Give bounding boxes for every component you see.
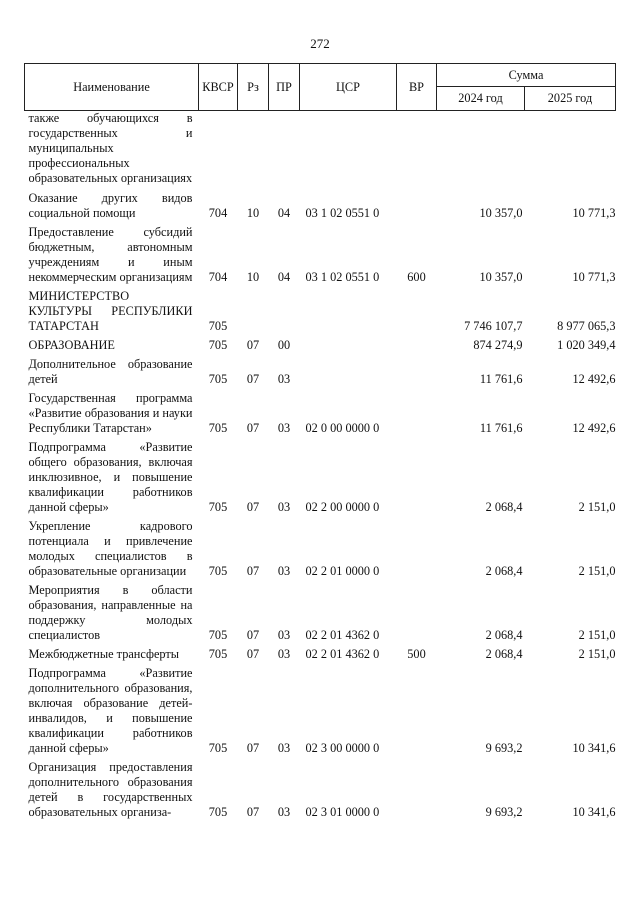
table-row — [25, 334, 616, 353]
row-rz-cell: 07 — [246, 647, 260, 661]
row-name-cell: Предоставление субсидий бюджетным, автономным учреждениям и иным некоммерческим организациям — [28, 225, 193, 284]
row-pr-cell: 03 — [277, 500, 291, 514]
row-csr-cell — [300, 334, 397, 353]
header-rz: Рз — [238, 64, 269, 111]
row-2024-cell: 2 068,4 — [485, 647, 523, 661]
row-2025-cell: 12 492,6 — [572, 421, 616, 435]
row-vr-cell — [397, 334, 437, 353]
row-pr-cell: 03 — [277, 647, 291, 661]
row-2025-cell: 1 020 349,4 — [557, 338, 616, 352]
row-kvsr-cell: 705 — [208, 338, 228, 352]
table-row — [25, 111, 616, 188]
row-name-cell: Подпрограмма «Развитие дополнительного образования, включая образование детей-инвалидов, и повышение квалификации работников данной сферы» — [28, 666, 193, 755]
row-csr-cell: 02 2 00 0000 0 — [305, 500, 380, 514]
row-2024-cell: 10 357,0 — [479, 270, 523, 284]
row-vr-cell — [397, 353, 437, 387]
row-rz-cell: 10 — [246, 270, 260, 284]
header-vr: ВР — [397, 64, 437, 111]
row-csr-cell: 02 2 01 0000 0 — [305, 564, 380, 578]
row-pr-cell: 03 — [277, 805, 291, 819]
row-csr-cell: 02 3 01 0000 0 — [305, 805, 380, 819]
row-csr-cell: 02 0 00 0000 0 — [305, 421, 380, 435]
row-pr-cell — [269, 111, 300, 188]
row-rz-cell — [238, 111, 269, 188]
table-row — [25, 515, 616, 579]
row-name-cell: Организация предоставления дополнительного образования детей в государственных образовательных организа- — [28, 760, 193, 819]
table-body — [25, 111, 616, 821]
row-kvsr-cell: 705 — [208, 319, 228, 333]
row-kvsr-cell: 705 — [208, 647, 228, 661]
table-row — [25, 643, 616, 662]
row-rz-cell: 07 — [246, 338, 260, 352]
header-year-2024: 2024 год — [437, 87, 525, 111]
row-rz-cell: 07 — [246, 628, 260, 642]
row-name-cell: Дополнительное образование детей — [28, 357, 193, 386]
row-name-cell: Оказание других видов социальной помощи — [28, 191, 193, 220]
row-2024-cell: 9 693,2 — [485, 805, 523, 819]
row-vr-cell — [397, 111, 437, 188]
row-vr-cell — [397, 285, 437, 334]
table-row — [25, 387, 616, 436]
table-row — [25, 579, 616, 643]
row-pr-cell: 03 — [277, 564, 291, 578]
row-pr-cell — [269, 285, 300, 334]
row-rz-cell: 07 — [246, 421, 260, 435]
row-csr-cell — [300, 111, 397, 188]
row-2025-cell: 12 492,6 — [572, 372, 616, 386]
row-pr-cell: 03 — [277, 372, 291, 386]
row-kvsr-cell: 704 — [208, 270, 228, 284]
table-header — [25, 64, 616, 111]
row-kvsr-cell: 705 — [208, 421, 228, 435]
row-name-cell: Межбюджетные трансферты — [28, 647, 180, 661]
row-kvsr-cell: 705 — [208, 564, 228, 578]
row-2024-cell: 2 068,4 — [485, 500, 523, 514]
row-pr-cell: 04 — [277, 206, 291, 220]
row-2025-cell: 2 151,0 — [578, 647, 616, 661]
row-kvsr-cell: 705 — [208, 628, 228, 642]
row-2024-cell — [437, 111, 525, 188]
row-pr-cell: 00 — [277, 338, 291, 352]
row-vr-cell: 500 — [407, 647, 426, 661]
row-csr-cell — [300, 353, 397, 387]
row-kvsr-cell: 705 — [208, 372, 228, 386]
table-row — [25, 436, 616, 515]
row-name-cell: также обучающихся в государственных и муниципальных профессиональных образовательных организациях — [28, 111, 193, 185]
row-rz-cell: 07 — [246, 741, 260, 755]
row-pr-cell: 03 — [277, 741, 291, 755]
row-csr-cell: 02 2 01 4362 0 — [305, 628, 380, 642]
row-kvsr-cell: 705 — [208, 741, 228, 755]
row-2024-cell: 11 761,6 — [479, 372, 523, 386]
row-vr-cell — [397, 187, 437, 221]
row-csr-cell: 03 1 02 0551 0 — [305, 270, 380, 284]
row-vr-cell — [397, 662, 437, 756]
row-vr-cell — [397, 515, 437, 579]
row-rz-cell: 07 — [246, 500, 260, 514]
row-name-cell: Мероприятия в области образования, направленные на поддержку молодых специалистов — [28, 583, 193, 642]
row-pr-cell: 03 — [277, 421, 291, 435]
header-pr: ПР — [269, 64, 300, 111]
row-2025-cell: 10 341,6 — [572, 741, 616, 755]
budget-table — [24, 63, 616, 820]
row-2024-cell: 2 068,4 — [485, 564, 523, 578]
row-csr-cell — [300, 285, 397, 334]
row-2025-cell — [525, 111, 616, 188]
table-row — [25, 221, 616, 285]
row-name-cell: Укрепление кадрового потенциала и привлечение молодых специалистов в образовательные организации — [28, 519, 193, 578]
row-2024-cell: 874 274,9 — [473, 338, 523, 352]
row-2025-cell: 2 151,0 — [578, 628, 616, 642]
row-pr-cell: 04 — [277, 270, 291, 284]
row-kvsr-cell: 705 — [208, 500, 228, 514]
row-vr-cell — [397, 387, 437, 436]
row-rz-cell: 07 — [246, 564, 260, 578]
table-row — [25, 353, 616, 387]
row-2024-cell: 2 068,4 — [485, 628, 523, 642]
row-csr-cell: 03 1 02 0551 0 — [305, 206, 380, 220]
row-2025-cell: 10 771,3 — [572, 206, 616, 220]
row-rz-cell — [238, 285, 269, 334]
row-name-cell: Государственная программа «Развитие образования и науки Республики Татарстан» — [28, 391, 193, 435]
row-pr-cell: 03 — [277, 628, 291, 642]
row-2025-cell: 2 151,0 — [578, 500, 616, 514]
row-2025-cell: 2 151,0 — [578, 564, 616, 578]
row-2024-cell: 10 357,0 — [479, 206, 523, 220]
row-2024-cell: 7 746 107,7 — [464, 319, 523, 333]
row-2025-cell: 10 341,6 — [572, 805, 616, 819]
table-row — [25, 187, 616, 221]
table-row — [25, 756, 616, 820]
header-sum: Сумма — [437, 64, 616, 87]
row-2025-cell: 10 771,3 — [572, 270, 616, 284]
row-vr-cell — [397, 756, 437, 820]
row-name-cell: Подпрограмма «Развитие общего образования, включая инклюзивное, и повышение квалификации работников данной сферы» — [28, 440, 193, 514]
header-kvsr: КВСР — [199, 64, 238, 111]
row-name-cell: ОБРАЗОВАНИЕ — [28, 338, 115, 352]
row-vr-cell: 600 — [407, 270, 426, 284]
table-row — [25, 662, 616, 756]
row-kvsr-cell: 705 — [208, 805, 228, 819]
row-vr-cell — [397, 436, 437, 515]
row-kvsr-cell — [199, 111, 238, 188]
row-2024-cell: 9 693,2 — [485, 741, 523, 755]
row-2025-cell: 8 977 065,3 — [557, 319, 616, 333]
row-rz-cell: 07 — [246, 805, 260, 819]
row-name-cell: МИНИСТЕРСТВО КУЛЬТУРЫ РЕСПУБЛИКИ ТАТАРСТАН — [28, 289, 193, 333]
header-name: Наименование — [25, 64, 199, 111]
row-kvsr-cell: 704 — [208, 206, 228, 220]
row-csr-cell: 02 2 01 4362 0 — [305, 647, 380, 661]
row-vr-cell — [397, 579, 437, 643]
header-csr: ЦСР — [300, 64, 397, 111]
header-year-2025: 2025 год — [525, 87, 616, 111]
row-rz-cell: 07 — [246, 372, 260, 386]
page-number: 272 — [310, 36, 330, 51]
row-2024-cell: 11 761,6 — [479, 421, 523, 435]
row-rz-cell: 10 — [246, 206, 260, 220]
table-row — [25, 285, 616, 334]
row-csr-cell: 02 3 00 0000 0 — [305, 741, 380, 755]
